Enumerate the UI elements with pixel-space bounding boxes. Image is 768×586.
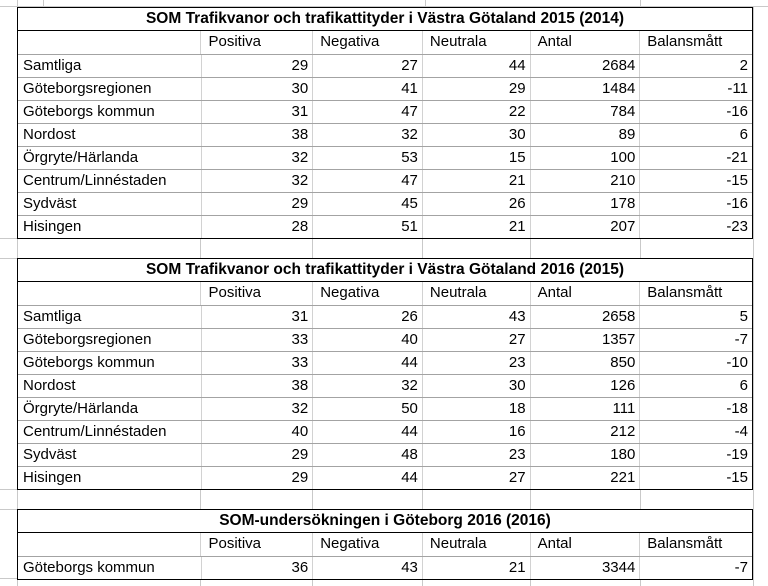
table-title-cell[interactable] [18,510,752,533]
value-cell[interactable]: -7 [639,557,752,579]
value-cell[interactable]: 29 [422,78,530,100]
value-cell[interactable]: 111 [530,398,640,420]
value-cell[interactable]: 21 [422,170,530,192]
value-cell[interactable]: -15 [639,467,752,489]
row-label-cell[interactable]: Hisingen [23,469,82,486]
value-cell[interactable]: 26 [422,193,530,215]
value-cell[interactable]: 40 [312,329,422,351]
value-cell[interactable]: 15 [422,147,530,169]
row-label-cell[interactable]: Göteborgsregionen [23,331,152,348]
table-row [18,374,752,397]
value-cell[interactable]: 784 [530,101,640,123]
value-cell[interactable]: 44 [312,421,422,443]
value-cell[interactable]: 6 [639,375,752,397]
data-table-0 [17,7,753,239]
value-cell[interactable]: 30 [201,78,313,100]
column-header[interactable]: Positiva [200,533,312,556]
value-cell[interactable]: 180 [530,444,640,466]
value-cell[interactable]: -18 [639,398,752,420]
row-label-cell[interactable]: Örgryte/Härlanda [23,400,139,417]
table-row [18,351,752,374]
value-cell[interactable]: 53 [312,147,422,169]
value-cell[interactable]: 41 [312,78,422,100]
value-cell[interactable]: -10 [639,352,752,374]
row-label-cell[interactable]: Göteborgsregionen [23,80,152,97]
table-header-row [18,31,752,54]
column-header[interactable]: Balansmått [639,533,752,556]
value-cell[interactable]: 126 [530,375,640,397]
value-cell[interactable]: -16 [639,193,752,215]
column-header[interactable]: Antal [530,533,640,556]
gridline-horizontal [0,578,17,579]
value-cell[interactable]: 29 [201,55,313,77]
value-cell[interactable]: 29 [201,467,313,489]
value-cell[interactable]: 31 [201,101,313,123]
gridline-horizontal [0,509,17,510]
table-row [18,328,752,351]
column-header[interactable]: Antal [530,31,640,54]
value-cell[interactable]: 47 [312,101,422,123]
column-header[interactable]: Neutrala [422,282,530,305]
value-cell[interactable]: 48 [312,444,422,466]
value-cell[interactable]: 27 [422,329,530,351]
table-row [18,54,752,77]
column-header[interactable]: Balansmått [639,282,752,305]
value-cell[interactable]: 28 [201,216,313,238]
value-cell[interactable]: -4 [639,421,752,443]
table-title-text: SOM-undersökningen i Göteborg 2016 (2016) [219,512,551,529]
value-cell[interactable]: 27 [422,467,530,489]
row-label-cell[interactable]: Örgryte/Härlanda [23,149,139,166]
value-cell[interactable]: 31 [201,306,313,328]
table-row [18,215,752,238]
value-cell[interactable]: 32 [201,398,313,420]
value-cell[interactable]: 21 [422,216,530,238]
row-label-cell[interactable]: Göteborgs kommun [23,354,155,371]
value-cell[interactable]: 178 [530,193,640,215]
value-cell[interactable]: 36 [201,557,313,579]
value-cell[interactable]: 207 [530,216,640,238]
value-cell[interactable]: 44 [312,352,422,374]
value-cell[interactable]: 32 [312,375,422,397]
table-title-cell[interactable] [18,259,752,282]
row-label-cell[interactable]: Hisingen [23,218,82,235]
value-cell[interactable]: 16 [422,421,530,443]
row-label-cell[interactable]: Nordost [23,377,76,394]
table-row [18,397,752,420]
value-cell[interactable]: 44 [312,467,422,489]
value-cell[interactable]: 43 [422,306,530,328]
value-cell[interactable]: 30 [422,375,530,397]
column-header[interactable]: Positiva [200,31,312,54]
table-row [18,123,752,146]
value-cell[interactable]: 5 [639,306,752,328]
table-row [18,169,752,192]
table-row [18,556,752,579]
table-row [18,466,752,489]
column-header[interactable]: Negativa [312,31,422,54]
column-header[interactable]: Neutrala [422,31,530,54]
value-cell[interactable]: -23 [639,216,752,238]
value-cell[interactable]: 2 [639,55,752,77]
table-row [18,77,752,100]
value-cell[interactable]: 100 [530,147,640,169]
gridline-horizontal [0,258,17,259]
value-cell[interactable]: 38 [201,375,313,397]
value-cell[interactable]: -11 [639,78,752,100]
table-title-text: SOM Trafikvanor och trafikattityder i Västra Götaland 2015 (2014) [145,10,625,27]
column-header[interactable]: Negativa [312,533,422,556]
value-cell[interactable]: 33 [201,352,313,374]
row-label-cell[interactable]: Samtliga [23,308,82,325]
table-row [18,192,752,215]
value-cell[interactable]: 40 [201,421,313,443]
value-cell[interactable]: 27 [312,55,422,77]
value-cell[interactable]: 43 [312,557,422,579]
value-cell[interactable]: 45 [312,193,422,215]
value-cell[interactable]: 2684 [530,55,640,77]
column-header[interactable]: Negativa [312,282,422,305]
row-label-cell[interactable]: Göteborgs kommun [23,103,155,120]
column-header[interactable]: Positiva [200,282,312,305]
value-cell[interactable]: 23 [422,352,530,374]
table-row [18,420,752,443]
value-cell[interactable]: 51 [312,216,422,238]
table-title-text: SOM Trafikvanor och trafikattityder i Västra Götaland 2016 (2015) [145,261,625,278]
data-table-1 [17,258,753,490]
gridline-vertical [753,6,754,586]
value-cell[interactable]: 26 [312,306,422,328]
value-cell[interactable]: 21 [422,557,530,579]
row-label-cell[interactable]: Centrum/Linnéstaden [23,172,167,189]
value-cell[interactable]: 30 [422,124,530,146]
value-cell[interactable]: 221 [530,467,640,489]
value-cell[interactable]: 1357 [530,329,640,351]
row-label-cell[interactable]: Nordost [23,126,76,143]
value-cell[interactable]: 212 [530,421,640,443]
value-cell[interactable]: 29 [201,444,313,466]
value-cell[interactable]: 6 [639,124,752,146]
value-cell[interactable]: 32 [201,147,313,169]
column-header[interactable]: Balansmått [639,31,752,54]
table-row [18,100,752,123]
table-row [18,443,752,466]
value-cell[interactable]: 44 [422,55,530,77]
gridline-horizontal [0,489,17,490]
value-cell[interactable]: 33 [201,329,313,351]
value-cell[interactable]: 47 [312,170,422,192]
value-cell[interactable]: 23 [422,444,530,466]
header-cell-empty[interactable] [18,282,200,305]
table-header-row [18,533,752,556]
value-cell[interactable]: -7 [639,329,752,351]
value-cell[interactable]: 38 [201,124,313,146]
value-cell[interactable]: 32 [201,170,313,192]
row-label-cell[interactable]: Sydväst [23,195,77,212]
value-cell[interactable]: 1484 [530,78,640,100]
value-cell[interactable]: 3344 [530,557,640,579]
gridline-horizontal [0,238,17,239]
value-cell[interactable]: 22 [422,101,530,123]
data-table-2 [17,509,753,580]
row-label-cell[interactable]: Centrum/Linnéstaden [23,423,167,440]
value-cell[interactable]: 2658 [530,306,640,328]
table-header-row [18,282,752,305]
header-cell-empty[interactable] [18,31,200,54]
value-cell[interactable]: 210 [530,170,640,192]
row-label-cell[interactable]: Göteborgs kommun [23,559,155,576]
table-title-cell[interactable] [18,8,752,31]
column-header[interactable]: Neutrala [422,533,530,556]
column-header[interactable]: Antal [530,282,640,305]
header-cell-empty[interactable] [18,533,200,556]
value-cell[interactable]: 29 [201,193,313,215]
value-cell[interactable]: 18 [422,398,530,420]
value-cell[interactable]: -16 [639,101,752,123]
table-row [18,146,752,169]
row-label-cell[interactable]: Samtliga [23,57,82,74]
value-cell[interactable]: 850 [530,352,640,374]
value-cell[interactable]: -21 [639,147,752,169]
value-cell[interactable]: 89 [530,124,640,146]
value-cell[interactable]: 32 [312,124,422,146]
value-cell[interactable]: -15 [639,170,752,192]
value-cell[interactable]: 50 [312,398,422,420]
row-label-cell[interactable]: Sydväst [23,446,77,463]
table-row [18,305,752,328]
value-cell[interactable]: -19 [639,444,752,466]
